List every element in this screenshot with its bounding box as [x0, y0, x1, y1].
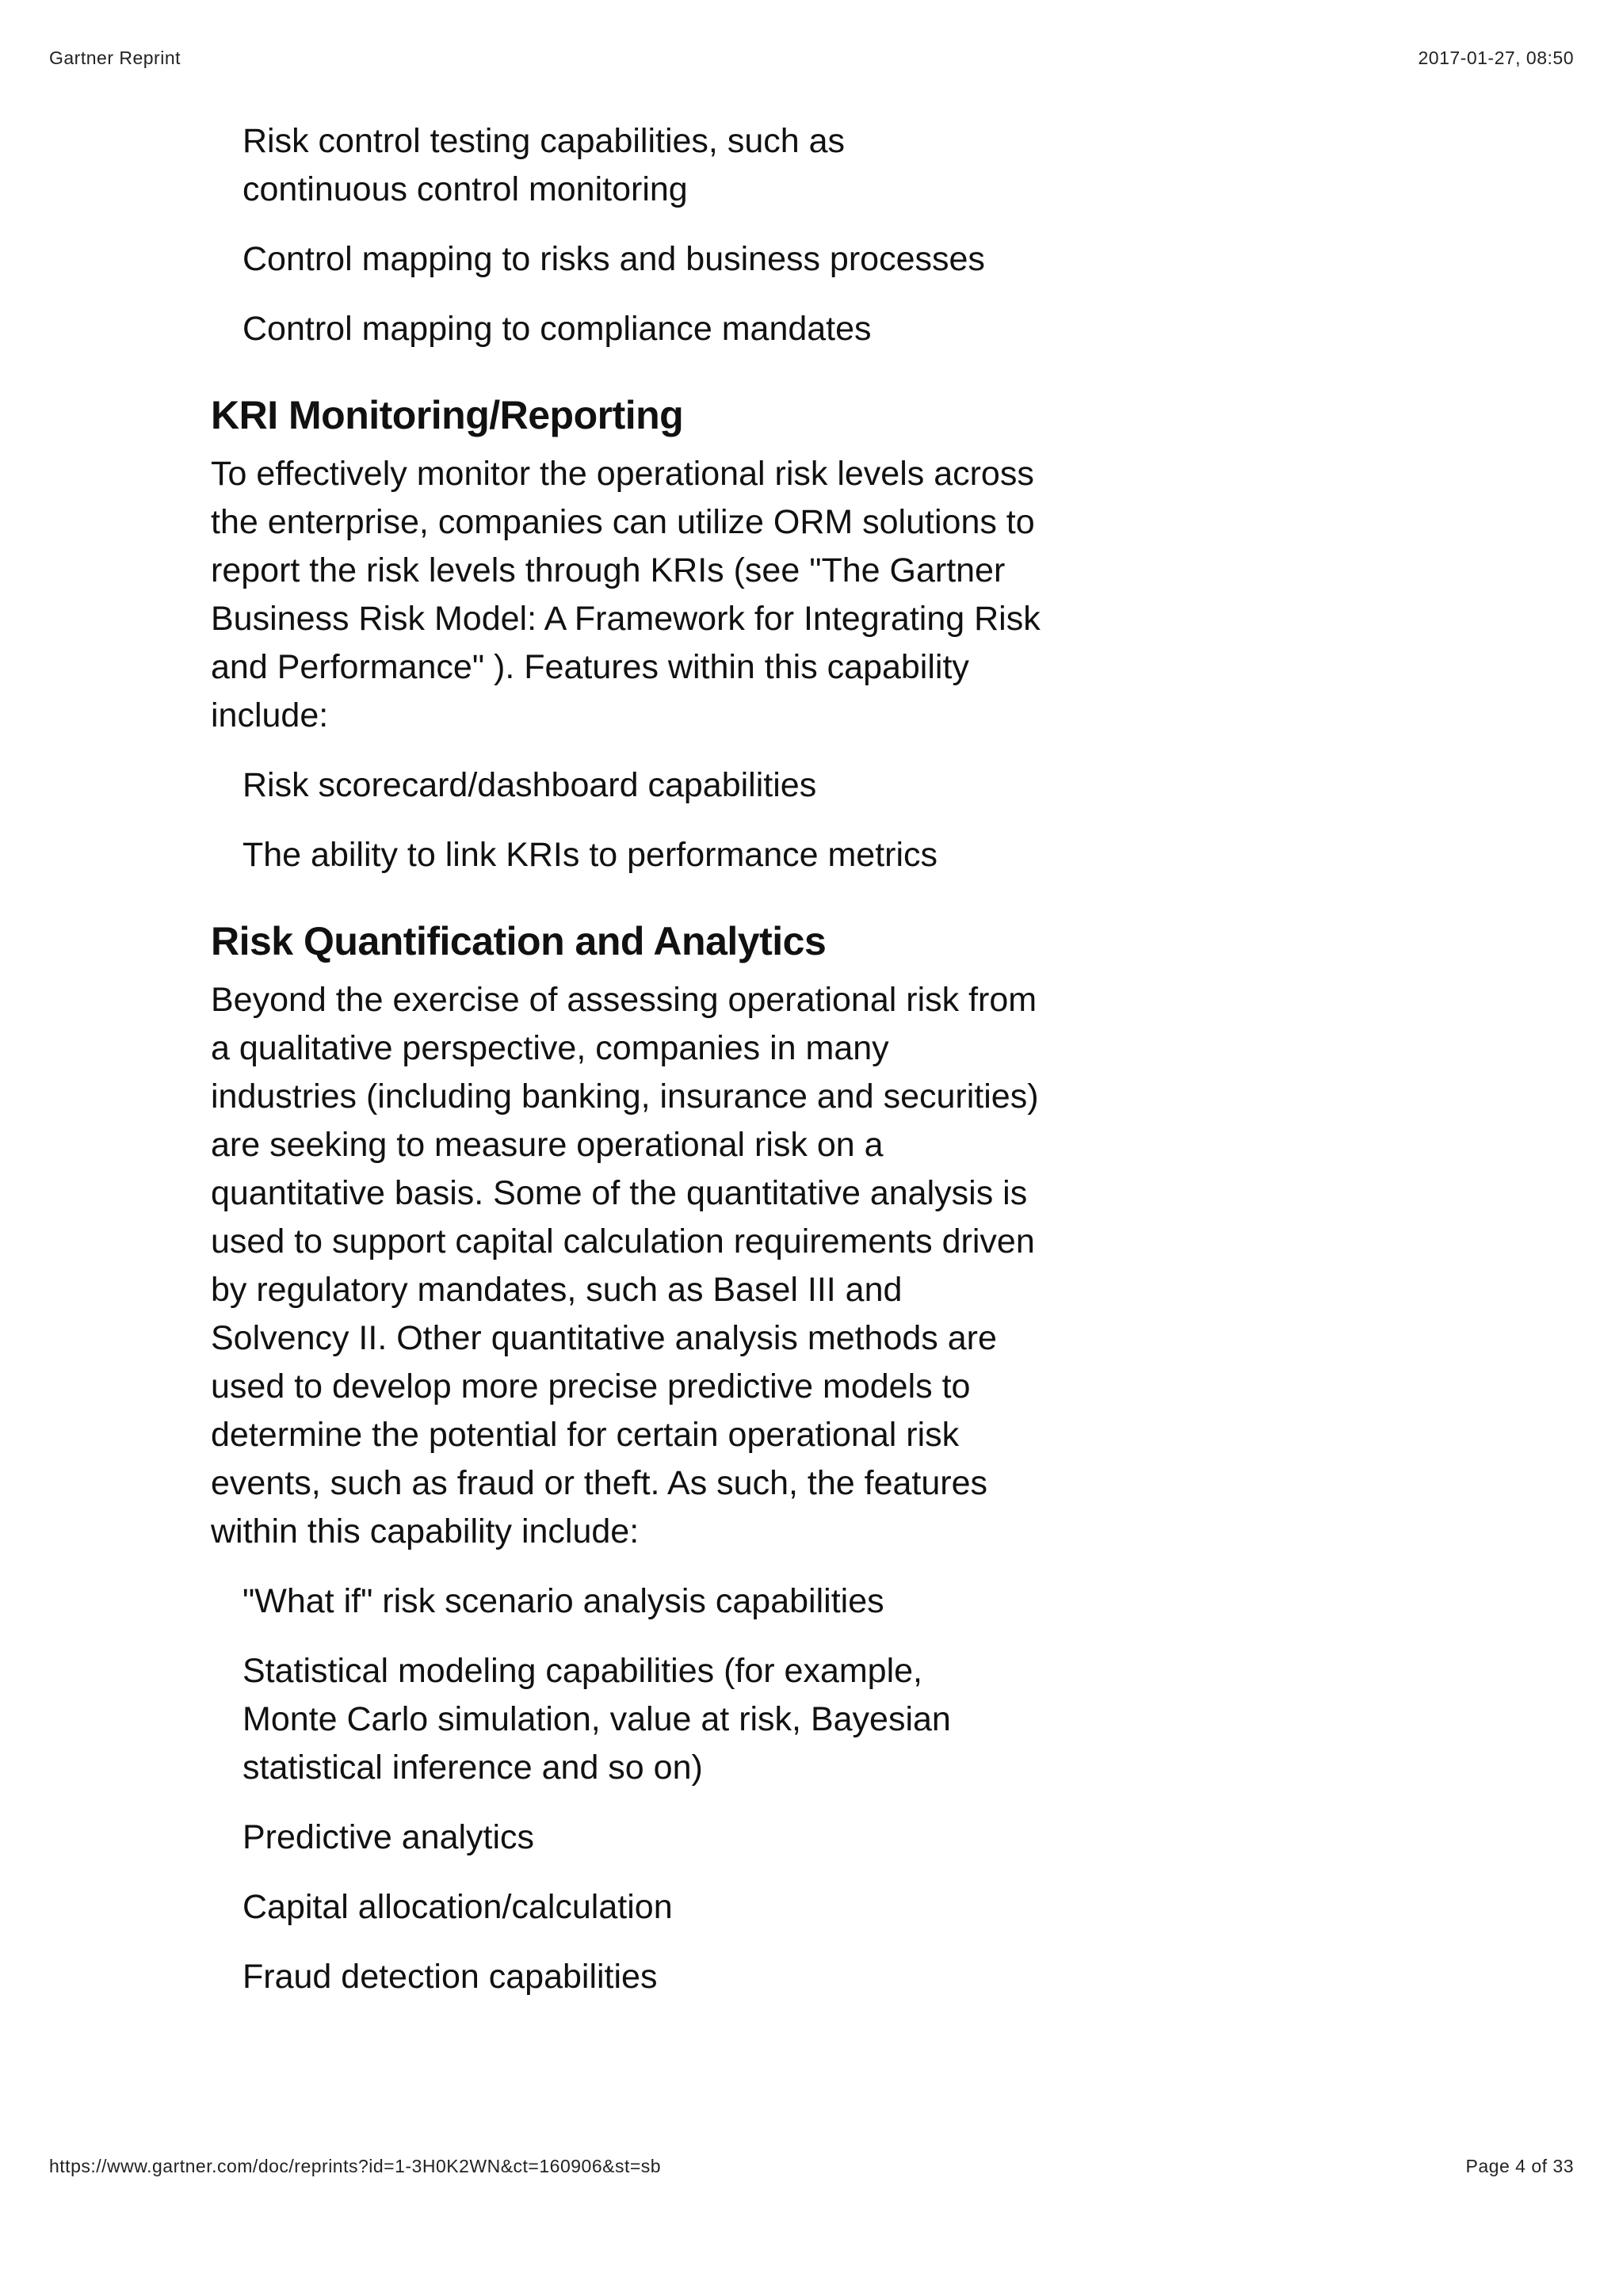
list-item: Control mapping to risks and business processes: [242, 240, 985, 278]
list-item: Risk control testing capabilities, such as continuous control monitoring: [242, 122, 846, 208]
list-item: "What if" risk scenario analysis capabilities: [242, 1582, 884, 1620]
print-timestamp: 2017-01-27, 08:50: [1418, 48, 1574, 68]
list-item: Predictive analytics: [242, 1818, 535, 1856]
document-url: https://www.gartner.com/doc/reprints?id=1-3H0K2WN&ct=160906&st=sb: [49, 2156, 662, 2176]
print-footer: [49, 2156, 1574, 2177]
list-item: Risk scorecard/dashboard capabilities: [242, 766, 817, 804]
document-source-label: Gartner Reprint: [49, 48, 181, 68]
list-item: Capital allocation/calculation: [242, 1888, 673, 1926]
document-body: [211, 117, 1051, 2023]
section-heading-kri: KRI Monitoring/Reporting: [211, 393, 684, 437]
list-item: Control mapping to compliance mandates: [242, 310, 872, 348]
kri-paragraph: To effectively monitor the operational risk levels across the enterprise, companies can utilize ORM solutions to report the risk levels through KRIs (see "The Gartner Business Risk Model: A Framework for Integrating Risk and Performance" ). Features within this capability include:: [211, 455, 1041, 734]
section-heading-risk-quantification: Risk Quantification and Analytics: [211, 919, 827, 963]
list-item: Statistical modeling capabilities (for example, Monte Carlo simulation, value at risk, Bayesian statistical inference and so on): [242, 1652, 951, 1787]
list-item: The ability to link KRIs to performance metrics: [242, 836, 938, 874]
print-header: [49, 48, 1574, 69]
page-number: Page 4 of 33: [1465, 2156, 1574, 2176]
quantification-paragraph: Beyond the exercise of assessing operational risk from a qualitative perspective, companies in many industries (including banking, insurance and securities) are seeking to measure operational risk on a quantitative basis. Some of the quantitative analysis is used to support capital calculation requirements driven by regulatory mandates, such as Basel III and Solvency II. Other quantitative analysis methods are used to develop more precise predictive models to determine the potential for certain operational risk events, such as fraud or theft. As such, the features within this capability include:: [211, 981, 1039, 1550]
list-item: Fraud detection capabilities: [242, 1958, 658, 1996]
